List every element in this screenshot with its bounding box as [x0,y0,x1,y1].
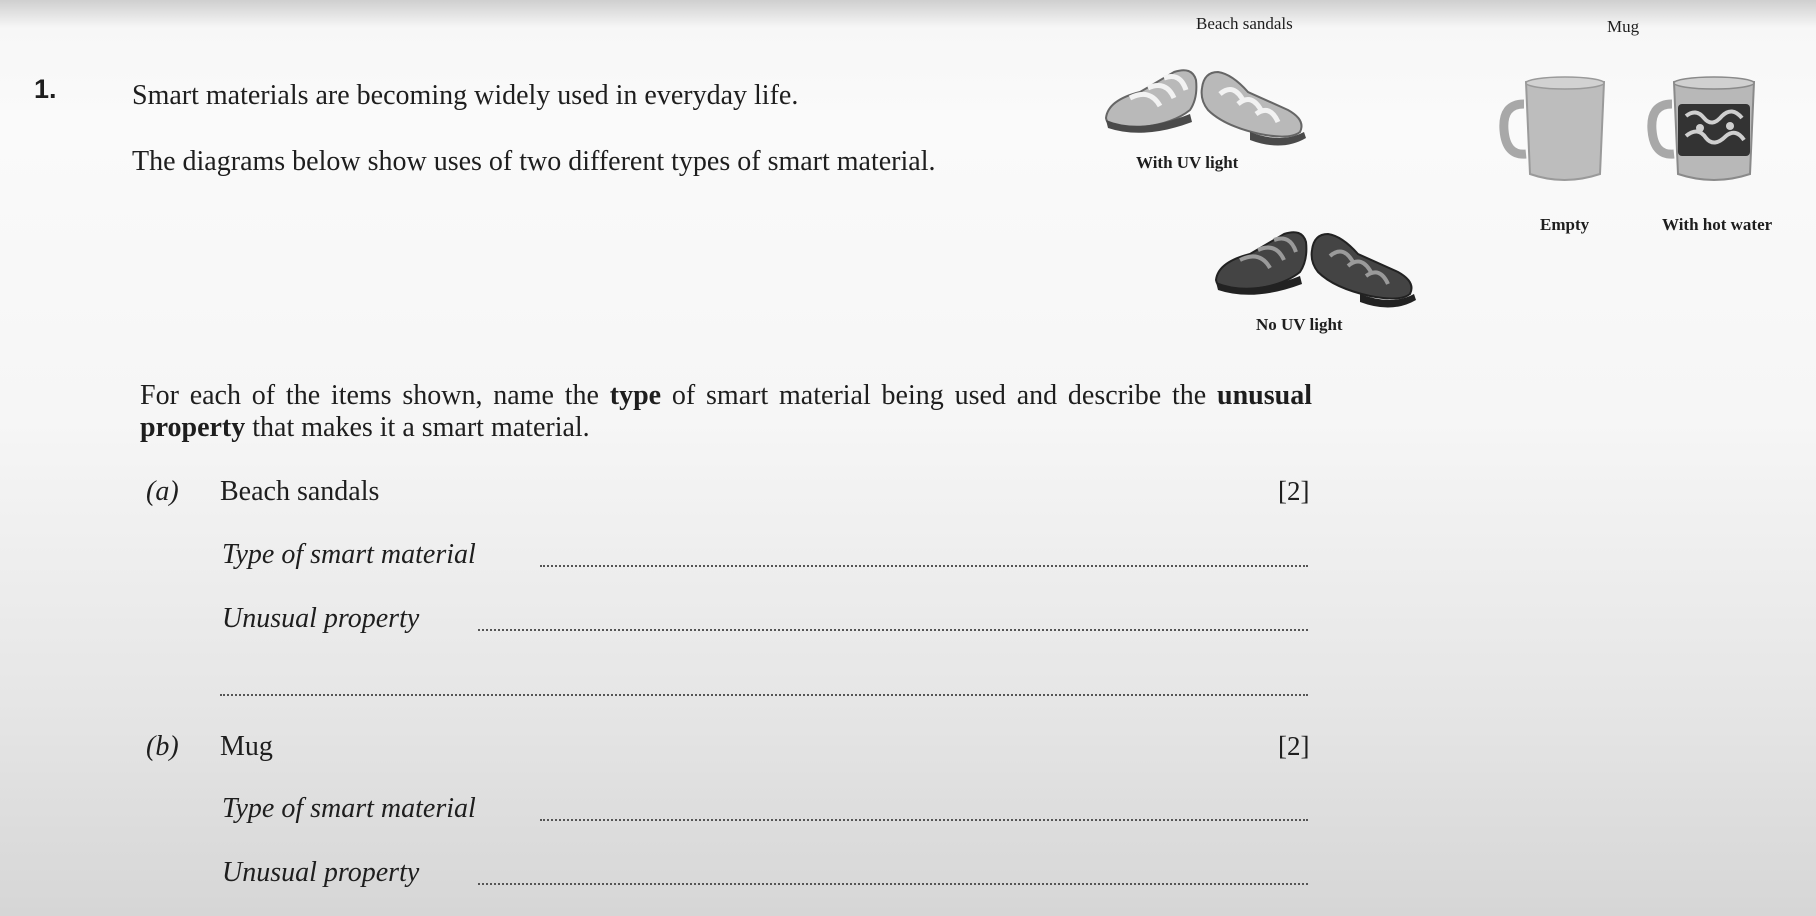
mug-caption-hot: With hot water [1662,215,1773,234]
sandals-caption-no-uv: No UV light [1256,315,1343,334]
part-b-label: (b) [146,731,179,762]
instruction-bold-type: type [609,380,662,411]
part-a-label: (a) [146,476,179,507]
part-a-title: Beach sandals [220,476,380,507]
mug-hot-image [1648,74,1760,186]
part-b-property-label: Unusual property [222,857,420,888]
sandals-figure-title: Beach sandals [1196,14,1293,33]
instruction-text [140,380,1312,444]
part-b-title: Mug [220,731,273,762]
part-a-type-answer-line[interactable] [540,565,1308,567]
part-a-property-answer-line[interactable] [478,629,1308,631]
part-a-marks: [2] [1278,476,1310,506]
part-b-property-answer-line[interactable] [478,883,1308,885]
question-number: 1. [34,74,57,104]
part-b-type-label: Type of smart material [222,793,476,824]
part-a-property-label: Unusual property [222,603,420,634]
sandals-no-uv-image [1210,210,1425,310]
instruction-part-2: of smart material being used and describe the [661,380,1218,411]
instruction-bold-property: unusual property [140,380,1312,443]
sandal-dark-left [1216,232,1306,295]
sandals-caption-uv: With UV light [1136,153,1239,172]
sandal-dark-right [1312,234,1416,308]
instruction-part-1: For each of the items shown, name the [140,380,610,411]
intro-line-1: Smart materials are becoming widely used in everyday life. [132,80,799,111]
instruction-part-3: that makes it a smart material. [245,412,590,443]
part-a-property-answer-line-2[interactable] [220,694,1308,696]
part-b-type-answer-line[interactable] [540,819,1308,821]
part-b-marks: [2] [1278,731,1310,761]
mug-empty-image [1500,74,1610,186]
mug-figure-title: Mug [1607,17,1640,36]
sandal-light-right [1202,72,1306,146]
sandals-uv-image [1100,48,1315,148]
intro-line-2: The diagrams below show uses of two different types of smart material. [132,146,936,177]
sandal-light-left [1106,70,1196,133]
part-a-type-label: Type of smart material [222,539,476,570]
mug-caption-empty: Empty [1540,215,1590,234]
